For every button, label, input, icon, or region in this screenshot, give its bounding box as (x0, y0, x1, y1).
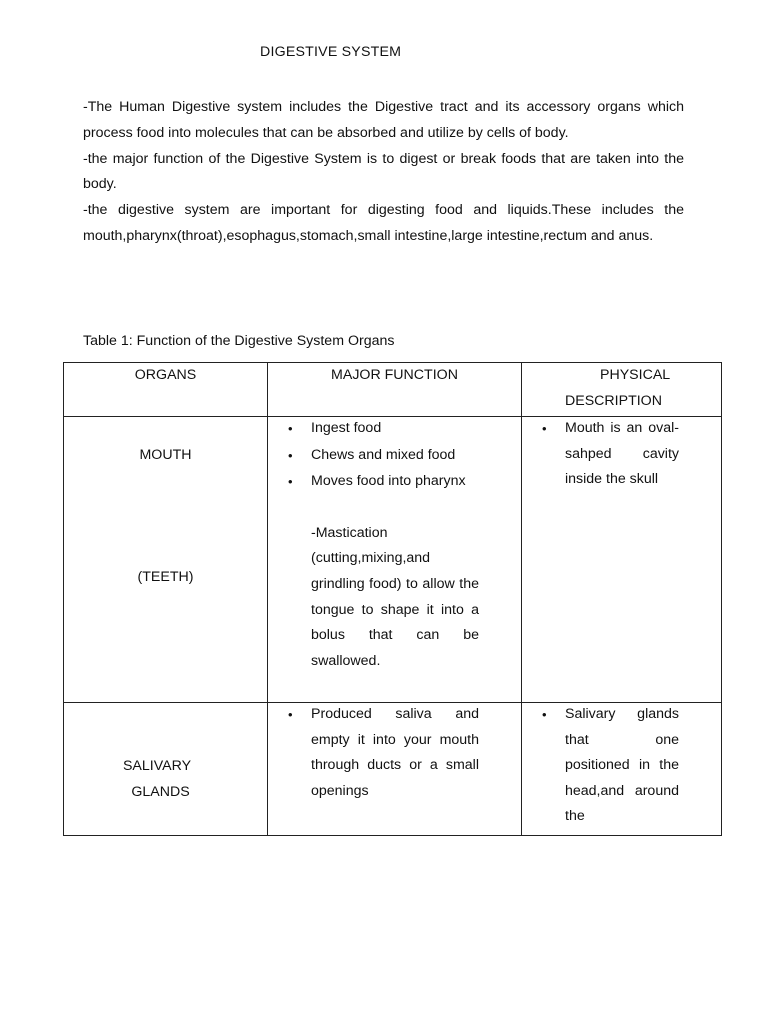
list-item: • Chews and mixed food (268, 443, 521, 469)
organ-cell (64, 703, 268, 836)
header-organs: ORGANS (64, 363, 268, 417)
header-physical-description (522, 363, 722, 417)
list-item: • Salivary glands that one positioned in the head,and around the (522, 702, 721, 830)
intro-section (83, 95, 684, 250)
table-header-row (64, 363, 722, 417)
intro-paragraph: -the major function of the Digestive System is to digest or break foods that are taken into the body. (83, 150, 684, 193)
organ-subname: (TEETH) (137, 569, 194, 585)
header-physical-line: PHYSICAL (600, 367, 671, 383)
function-cell (268, 417, 522, 703)
list-item: • Ingest food (268, 416, 521, 442)
function-cell (268, 703, 522, 836)
description-cell (522, 703, 722, 836)
description-list (522, 702, 721, 830)
header-major-function: MAJOR FUNCTION (268, 363, 522, 417)
table-row (64, 417, 722, 703)
list-item: • Produced saliva and empty it into your mouth through ducts or a small openings (268, 702, 521, 804)
table-caption: Table 1: Function of the Digestive System Organs (83, 333, 395, 349)
function-list (268, 702, 521, 804)
description-list (522, 416, 721, 493)
table-row (64, 703, 722, 836)
organs-table (63, 362, 722, 836)
organ-cell (64, 417, 268, 703)
function-detail: -Mastication (cutting,mixing,and grindling food) to allow the tongue to shape it into a bolus that can be swallowed. (311, 524, 479, 669)
organ-subname: GLANDS (131, 784, 190, 800)
description-cell (522, 417, 722, 703)
organ-name: MOUTH (139, 447, 192, 463)
intro-paragraph: -The Human Digestive system includes the Digestive tract and its accessory organs which process food into molecules that can be absorbed and utilize by cells of body. (83, 99, 684, 141)
document-title: DIGESTIVE SYSTEM (260, 44, 402, 60)
organ-name: SALIVARY (122, 758, 192, 774)
list-item: • Moves food into pharynx (268, 469, 521, 495)
function-list (268, 416, 521, 495)
header-description-line: DESCRIPTION (565, 392, 662, 409)
list-item: • Mouth is an oval-sahped cavity inside the skull (522, 416, 721, 493)
intro-paragraph: -the digestive system are important for digesting food and liquids.These includes the mouth,pharynx(throat),esophagus,stomach,small intestine,large intestine,rectum and anus. (83, 202, 684, 244)
